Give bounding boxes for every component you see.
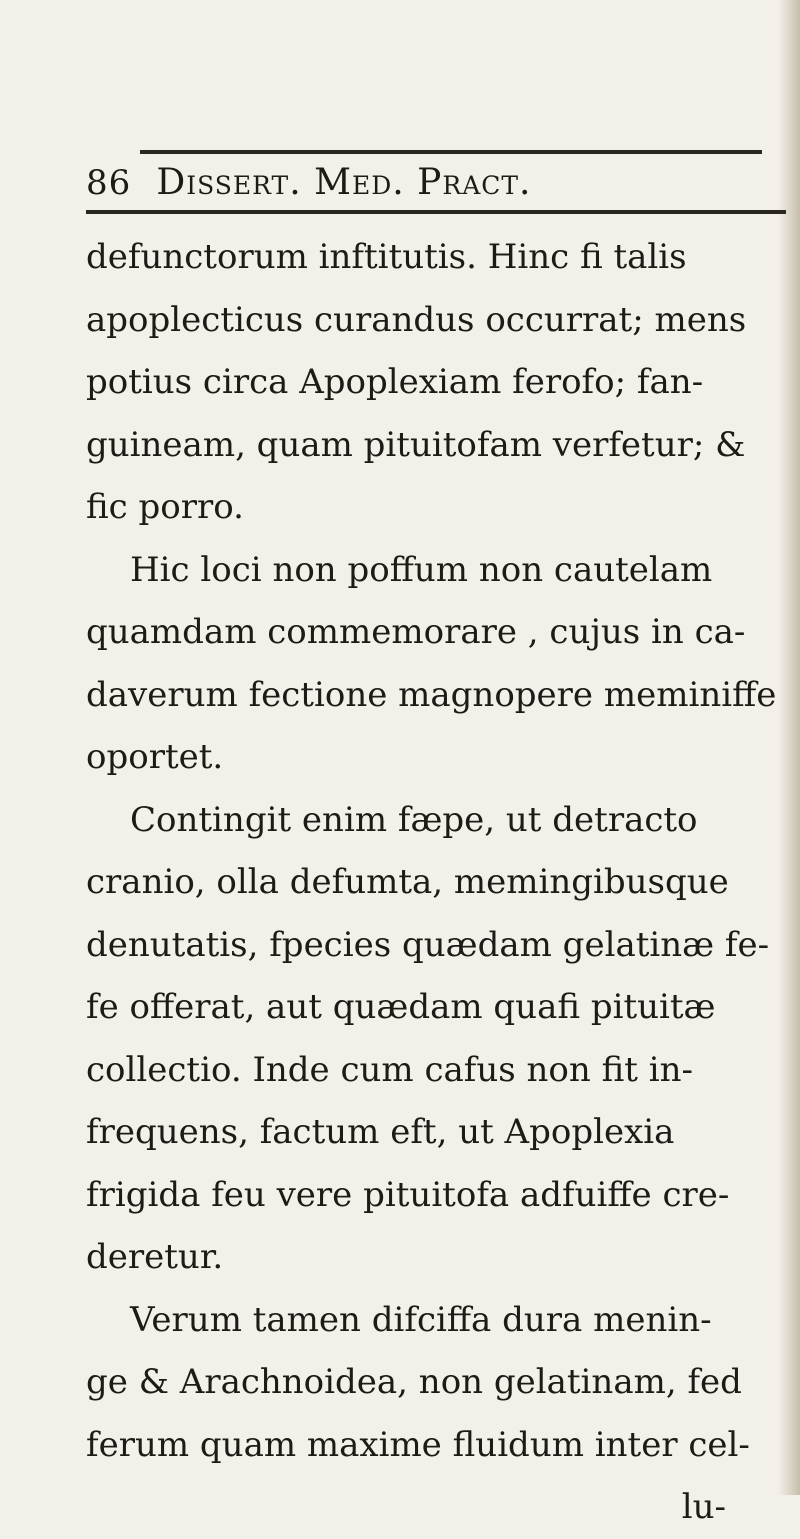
paragraph-start-line: Contingit enim fæpe, ut detracto [130,799,698,840]
text-line: ge & Arachnoidea, non gelatinam, fed [86,1362,742,1402]
text-line: ferum quam maxime fluidum inter cel- [86,1424,750,1465]
text-line: daverum fectione magnopere meminiffe [86,674,777,715]
text-line: oportet. [86,737,224,777]
text-line: frigida feu vere pituitofa adfuiffe cre- [86,1174,730,1215]
text-line: collectio. Inde cum cafus non fit in- [86,1049,693,1090]
running-head-title: Dissert. Med. Pract. [156,162,532,203]
text-line: denutatis, fpecies quædam gelatinæ fe- [86,924,770,965]
catchword: lu- [681,1487,726,1527]
paragraph-start-line: Verum tamen difciffa dura menin- [130,1299,712,1340]
text-line: quamdam commemorare , cujus in ca- [86,612,746,652]
text-line: guineam, quam pituitofam verfetur; & [86,424,746,465]
header-top-rule [140,150,762,154]
paragraph-start-line: Hic loci non poffum non cautelam [130,549,713,590]
text-line: deretur. [86,1237,224,1277]
text-line: fe offerat, aut quædam quafi pituitæ [86,987,716,1027]
text-line: frequens, factum eft, ut Apoplexia [86,1112,675,1152]
text-line: fic porro. [86,487,244,527]
text-line: potius circa Apoplexiam ferofo; fan- [86,362,704,402]
page-number: 86 [86,163,132,203]
body-text [86,226,786,1539]
header-bottom-rule [86,210,786,214]
text-line: defunctorum inftitutis. Hinc fi talis [86,237,687,277]
text-line: apoplecticus curandus occurrat; mens [86,299,747,340]
text-line: cranio, olla defumta, memingibusque [86,862,729,902]
